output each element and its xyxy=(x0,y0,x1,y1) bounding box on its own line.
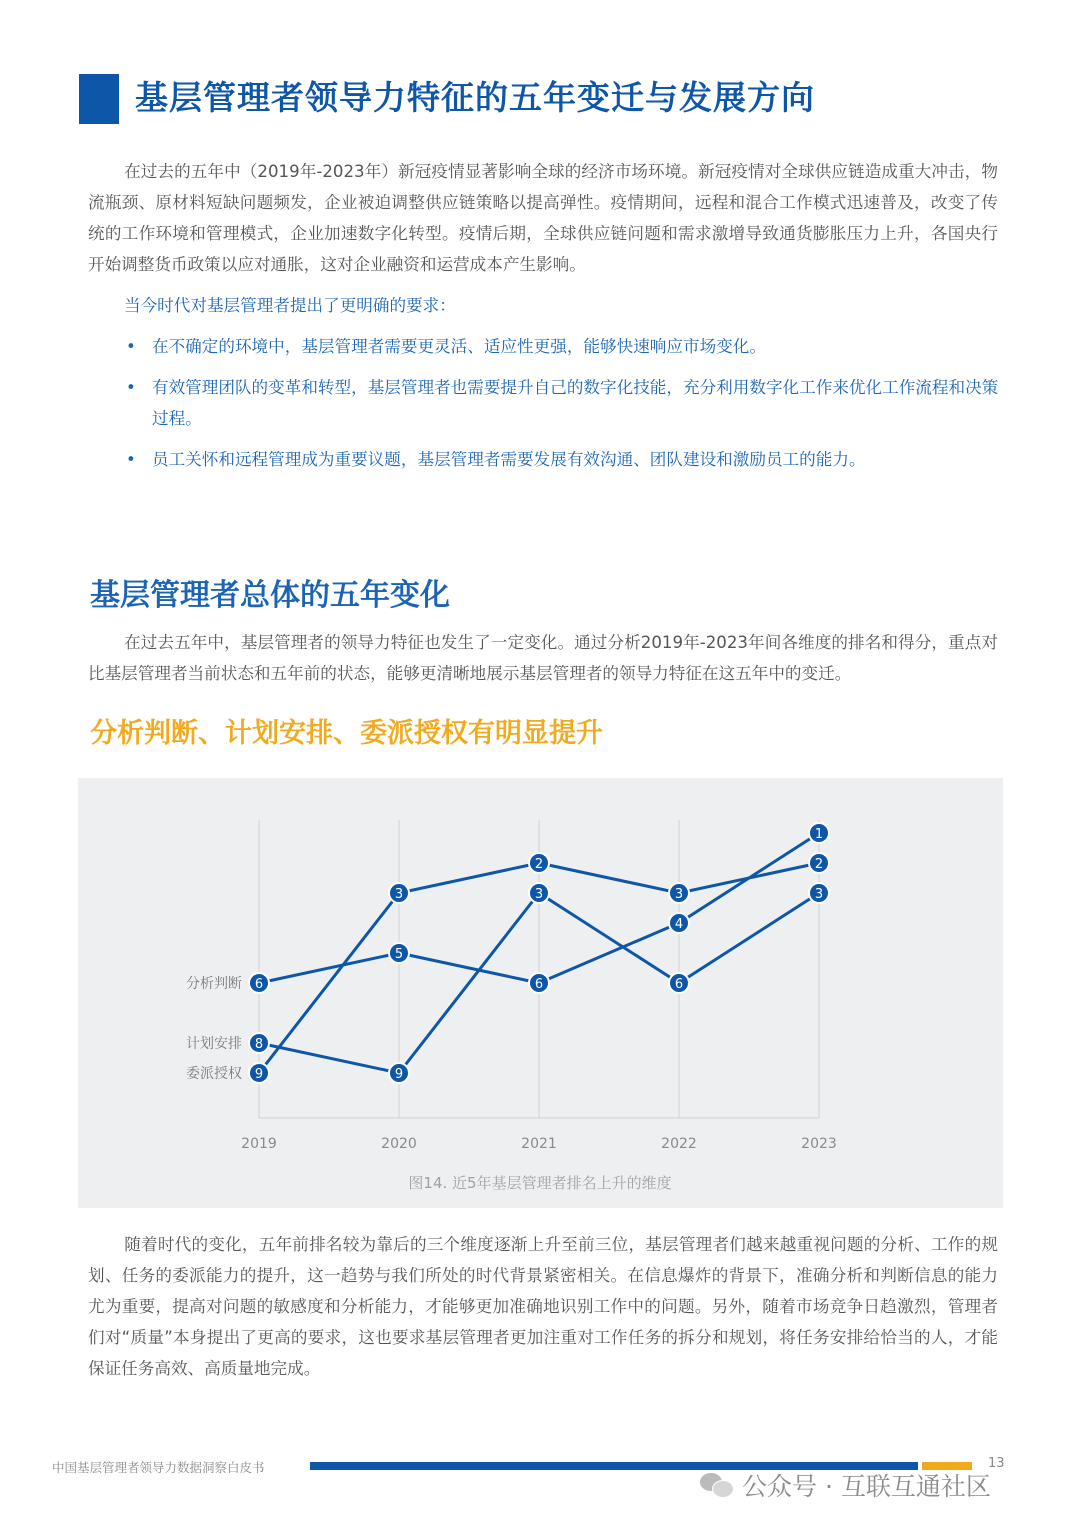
list-item: • 在不确定的环境中，基层管理者需要更灵活、适应性更强，能够快速响应市场变化。 xyxy=(124,331,1004,362)
data-label: 3 xyxy=(534,887,544,902)
footer-doc-title: 中国基层管理者领导力数据洞察白皮书 xyxy=(52,1460,265,1475)
data-label: 8 xyxy=(254,1037,264,1052)
data-label: 2 xyxy=(534,857,544,872)
list-item: • 有效管理团队的变革和转型，基层管理者也需要提升自己的数字化技能，充分利用数字化工作来优化工作流程和决策过程。 xyxy=(124,372,1004,434)
page-title: 基层管理者领导力特征的五年变迁与发展方向 xyxy=(135,78,815,117)
data-label: 9 xyxy=(394,1067,404,1082)
watermark-text: 公众号 · 互联互通社区 xyxy=(742,1472,991,1501)
intro-paragraph xyxy=(88,156,998,280)
intro-paragraph-text: 在过去的五年中（2019年-2023年）新冠疫情显著影响全球的经济市场环境。新冠疫情对全球供应链造成重大冲击，物流瓶颈、原材料短缺问题频发，企业被迫调整供应链策略以提高弹性。疫情期间，远程和混合工作模式迅速普及，改变了传统的工作环境和管理模式，企业加速数字化转型。疫情后期，全球供应链问题和需求激增导致通货膨胀压力上升，各国央行开始调整货币政策以应对通胀，这对企业融资和运营成本产生影响。 xyxy=(88,162,998,274)
data-label: 5 xyxy=(394,947,404,962)
x-tick-label: 2022 xyxy=(661,1136,697,1152)
data-label: 3 xyxy=(394,887,404,902)
requirements-list xyxy=(124,331,1004,485)
data-label: 9 xyxy=(254,1067,264,1082)
x-tick-label: 2020 xyxy=(381,1136,417,1152)
x-tick-label: 2023 xyxy=(801,1136,837,1152)
rank-chart-panel xyxy=(78,778,1003,1208)
wechat-icon xyxy=(700,1471,734,1499)
chart-caption: 图14. 近5年基层管理者排名上升的维度 xyxy=(408,1174,672,1192)
data-label: 2 xyxy=(814,857,824,872)
x-tick-label: 2021 xyxy=(521,1136,557,1152)
data-label: 6 xyxy=(674,977,684,992)
x-tick-label: 2019 xyxy=(241,1136,277,1152)
title-accent-block xyxy=(79,74,125,124)
section-paragraph-text: 在过去五年中，基层管理者的领导力特征也发生了一定变化。通过分析2019年-2023年间各维度的排名和得分，重点对比基层管理者当前状态和五年前的状态，能够更清晰地展示基层管理者的领导力特征在这五年中的变迁。 xyxy=(88,633,998,683)
requirements-intro: 当今时代对基层管理者提出了更明确的要求： xyxy=(124,296,456,315)
data-label: 6 xyxy=(534,977,544,992)
series-label: 计划安排 xyxy=(186,1036,242,1052)
analysis-paragraph-text: 随着时代的变化，五年前排名较为靠后的三个维度逐渐上升至前三位，基层管理者们越来越重视问题的分析、工作的规划、任务的委派能力的提升，这一趋势与我们所处的时代背景紧密相关。在信息爆炸的背景下，准确分析和判断信息的能力尤为重要，提高对问题的敏感度和分析能力，才能够更加准确地识别工作中的问题。另外，随着市场竞争日趋激烈，管理者们对“质量”本身提出了更高的要求，这也要求基层管理者更加注重对工作任务的拆分和规划，将任务安排给恰当的人，才能保证任务高效、高质量地完成。 xyxy=(88,1235,998,1378)
section-paragraph xyxy=(88,627,998,689)
page-number: 13 xyxy=(988,1456,1005,1471)
rank-chart xyxy=(78,778,1003,1208)
analysis-paragraph xyxy=(88,1229,998,1384)
data-label: 3 xyxy=(674,887,684,902)
data-label: 6 xyxy=(254,977,264,992)
section-title: 基层管理者总体的五年变化 xyxy=(90,578,450,613)
data-label: 3 xyxy=(814,887,824,902)
list-item: • 员工关怀和远程管理成为重要议题，基层管理者需要发展有效沟通、团队建设和激励员工的能力。 xyxy=(124,444,1004,475)
subsection-title: 分析判断、计划安排、委派授权有明显提升 xyxy=(90,718,603,749)
data-label: 1 xyxy=(814,827,824,842)
series-label: 分析判断 xyxy=(186,976,242,992)
data-label: 4 xyxy=(674,917,684,932)
series-label: 委派授权 xyxy=(186,1066,242,1082)
watermark xyxy=(700,1467,991,1503)
